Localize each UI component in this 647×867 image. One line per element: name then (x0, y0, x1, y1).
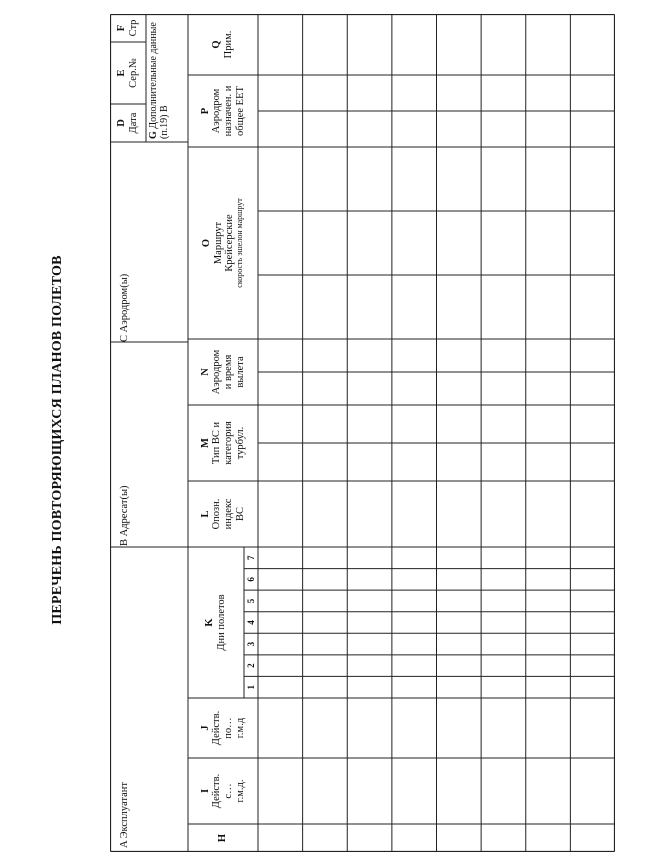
flight-plan-table (110, 14, 615, 852)
col-p-line1: Аэродром (211, 88, 223, 134)
serial-label: Сер.№ (128, 58, 139, 88)
col-o-line3: скорость эшелон маршрут (235, 198, 245, 288)
col-q-label: Прим. (223, 30, 234, 59)
operator-header: A Эксплуатант (119, 781, 130, 848)
col-m-line3: турбул. (234, 426, 246, 460)
date-label: Дата (128, 112, 139, 134)
col-aircraft-type-header (188, 405, 258, 481)
col-aircraft-id-header (188, 481, 258, 547)
col-m-line2: категория (223, 421, 234, 465)
col-q-letter: Q (211, 40, 223, 49)
page-letter: F (116, 24, 128, 32)
col-k-label: Дни полетов (216, 594, 227, 651)
col-k-letter: K (204, 618, 216, 627)
col-m-letter: M (199, 438, 211, 448)
col-j-line3: г.м.д (234, 717, 246, 739)
col-j-letter: J (199, 725, 211, 731)
day-number: 3 (246, 641, 256, 647)
col-l-line2: индекс (223, 498, 234, 530)
col-m-line1: Тип ВС и (211, 421, 223, 465)
day-number: 1 (246, 684, 256, 690)
date-letter: D (116, 119, 128, 127)
col-p-line2: назначен. и (223, 85, 234, 137)
day-number: 6 (246, 577, 256, 582)
addressee-header: B Адресат(ы) (119, 485, 130, 546)
serial-letter: E (116, 69, 128, 77)
col-l-line3: ВС (234, 507, 246, 522)
page-number-header (110, 14, 146, 42)
col-remarks-header (188, 14, 258, 75)
col-h-letter: H (217, 833, 229, 843)
col-i-line3: г.м.д. (234, 779, 246, 803)
day-number: 5 (246, 598, 256, 604)
col-j-line2: по… (223, 717, 234, 739)
col-l-line1: Опозн. (211, 498, 223, 530)
day-number: 2 (246, 663, 256, 668)
col-i-line1: Действ. (211, 773, 223, 809)
page-title: ПЕРЕЧЕНЬ ПОВТОРЯЮЩИХСЯ ПЛАНОВ ПОЛЕТОВ (50, 255, 65, 625)
col-i-line2: с… (223, 783, 234, 799)
day-number: 7 (246, 555, 256, 561)
col-o-letter: O (200, 238, 212, 248)
col-j-line1: Действ. (211, 710, 223, 746)
col-flight-days-header (188, 547, 244, 698)
col-h-header (188, 824, 258, 852)
col-l-letter: L (199, 510, 211, 518)
col-o-line1: Маршрут (212, 221, 224, 265)
col-n-line2: и время (223, 354, 234, 390)
additional-data-header (146, 14, 186, 142)
aerodrome-header: C Аэродром(ы) (119, 273, 130, 342)
additional-data-letter: G (148, 131, 159, 139)
col-o-line2: Крейсерские (224, 214, 236, 272)
col-n-line1: Аэродром (211, 349, 223, 395)
col-departure-header (188, 339, 258, 405)
serial-number-header (110, 42, 146, 104)
page-label: Стр (128, 19, 139, 37)
col-p-letter: P (199, 107, 211, 115)
day-number: 4 (246, 620, 256, 625)
col-n-line3: вылета (234, 356, 246, 388)
date-header (110, 104, 146, 142)
col-route-header (188, 147, 258, 339)
col-i-letter: I (199, 788, 211, 794)
col-p-line3: общее ЕЕТ (234, 86, 246, 136)
additional-data-label: Дополнительные данные (п.19) В (148, 22, 171, 139)
col-valid-to-header (188, 698, 258, 758)
col-destination-header (188, 75, 258, 147)
col-n-letter: N (199, 368, 211, 376)
col-valid-from-header (188, 758, 258, 824)
